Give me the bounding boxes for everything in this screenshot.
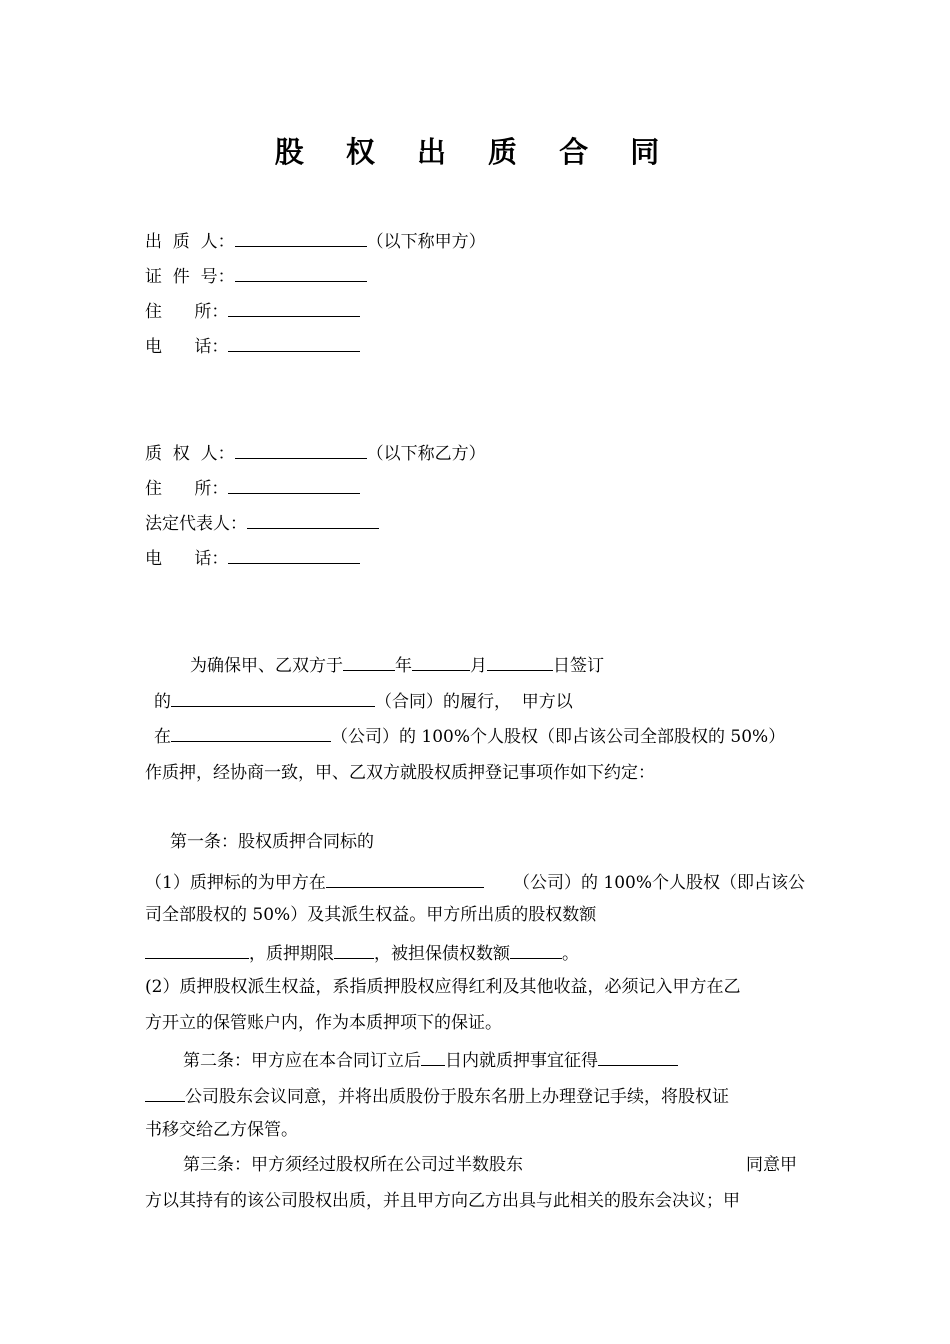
day-label: 日签订 (553, 656, 604, 676)
article-text: 公司股东会议同意，并将出质股份于股东名册上办理登记手续，将股权证 (185, 1087, 729, 1107)
pledgor-phone-label: 电 话： (145, 337, 229, 357)
article-2-line-3: 书移交给乙方保管。 (145, 1120, 298, 1140)
approving-company-blank-cont[interactable] (145, 1083, 185, 1102)
pledgee-phone-label: 电 话： (145, 549, 229, 569)
approving-company-blank[interactable] (598, 1047, 678, 1066)
pledgee-rep-line (145, 510, 379, 535)
article-text: 日内就质押事宜征得 (445, 1051, 598, 1071)
article-text: 。 (562, 944, 579, 964)
pledgor-name-blank[interactable] (235, 228, 367, 247)
pledgee-address-label: 住 所： (145, 479, 229, 499)
article-text: ，被担保债权数额 (374, 944, 510, 964)
article-1-item-1-line-3 (145, 940, 579, 965)
preamble-line-3 (154, 723, 785, 748)
sign-year-blank[interactable] (343, 652, 395, 671)
pledgor-id-blank[interactable] (235, 263, 367, 282)
article-3-line-1: 第三条：甲方须经过股权所在公司过半数股东 (183, 1155, 523, 1175)
article-2-line-2 (145, 1083, 729, 1108)
preamble-text: （公司）的 100%个人股权（即占该公司全部股权的 50%） (331, 727, 786, 747)
article-1-item-1-line-1 (145, 868, 805, 893)
pledgor-phone-line (145, 333, 360, 358)
pledgee-phone-blank[interactable] (228, 545, 360, 564)
document-title: 股 权 出 质 合 同 (274, 135, 676, 169)
preamble-text: 在 (154, 727, 171, 747)
article-text: 第二条：甲方应在本合同订立后 (183, 1051, 421, 1071)
pledgor-address-label: 住 所： (145, 302, 229, 322)
pledgor-address-blank[interactable] (228, 298, 360, 317)
article-1-item-2-line-1: (2）质押股权派生权益，系指质押股权应得红利及其他收益，必须记入甲方在乙 (145, 977, 741, 997)
pledgee-rep-blank[interactable] (247, 510, 379, 529)
pledgor-address-line (145, 298, 360, 323)
pledge-company-blank[interactable] (326, 869, 484, 888)
pledgor-id-label: 证 件 号： (145, 267, 235, 287)
article-1-item-1-line-2: 司全部股权的 50%）及其派生权益。甲方所出质的股权数额 (145, 905, 597, 925)
article-3-line-2: 方以其持有的该公司股权出质，并且甲方向乙方出具与此相关的股东会决议；甲 (145, 1191, 740, 1211)
preamble-line-2 (154, 688, 573, 713)
preamble-line-4: 作质押，经协商一致，甲、乙双方就股权质押登记事项作如下约定： (145, 763, 655, 783)
pledgee-name-blank[interactable] (235, 440, 367, 459)
pledgee-address-line (145, 475, 360, 500)
pledgee-phone-line (145, 545, 360, 570)
article-1-item-2-line-2: 方开立的保管账户内，作为本质押项下的保证。 (145, 1013, 502, 1033)
article-text: ，质押期限 (249, 944, 334, 964)
article-3-line-1-end: 同意甲 (746, 1155, 797, 1175)
pledgee-rep-label: 法定代表人： (145, 514, 247, 534)
article-2-line-1 (183, 1047, 678, 1072)
sign-month-blank[interactable] (412, 652, 470, 671)
debt-amount-blank[interactable] (510, 940, 562, 959)
pledgor-name-line (145, 228, 486, 253)
company-name-blank[interactable] (171, 723, 331, 742)
pledgee-name-line (145, 440, 486, 465)
year-label: 年 (395, 656, 412, 676)
article-text: （公司）的 100%个人股权（即占该公 (512, 873, 805, 893)
pledgor-id-line (145, 263, 367, 288)
preamble-text: 的 (154, 692, 171, 712)
pledgee-name-suffix: （以下称乙方） (366, 444, 486, 464)
pledge-term-blank[interactable] (334, 940, 374, 959)
pledgor-name-suffix: （以下称甲方） (366, 232, 486, 252)
contract-name-blank[interactable] (171, 688, 375, 707)
preamble-text: 为确保甲、乙双方于 (190, 656, 343, 676)
article-text: （1）质押标的为甲方在 (145, 873, 326, 893)
pledgor-name-label: 出 质 人： (145, 232, 235, 252)
article-1-heading: 第一条：股权质押合同标的 (170, 832, 374, 852)
preamble-text: （合同）的履行， 甲方以 (375, 692, 573, 712)
days-blank[interactable] (421, 1047, 445, 1066)
sign-day-blank[interactable] (487, 652, 553, 671)
month-label: 月 (470, 656, 487, 676)
pledgee-address-blank[interactable] (228, 475, 360, 494)
preamble-line-1 (190, 652, 604, 677)
pledge-amount-blank[interactable] (145, 940, 249, 959)
pledgor-phone-blank[interactable] (228, 333, 360, 352)
pledgee-name-label: 质 权 人： (145, 444, 235, 464)
